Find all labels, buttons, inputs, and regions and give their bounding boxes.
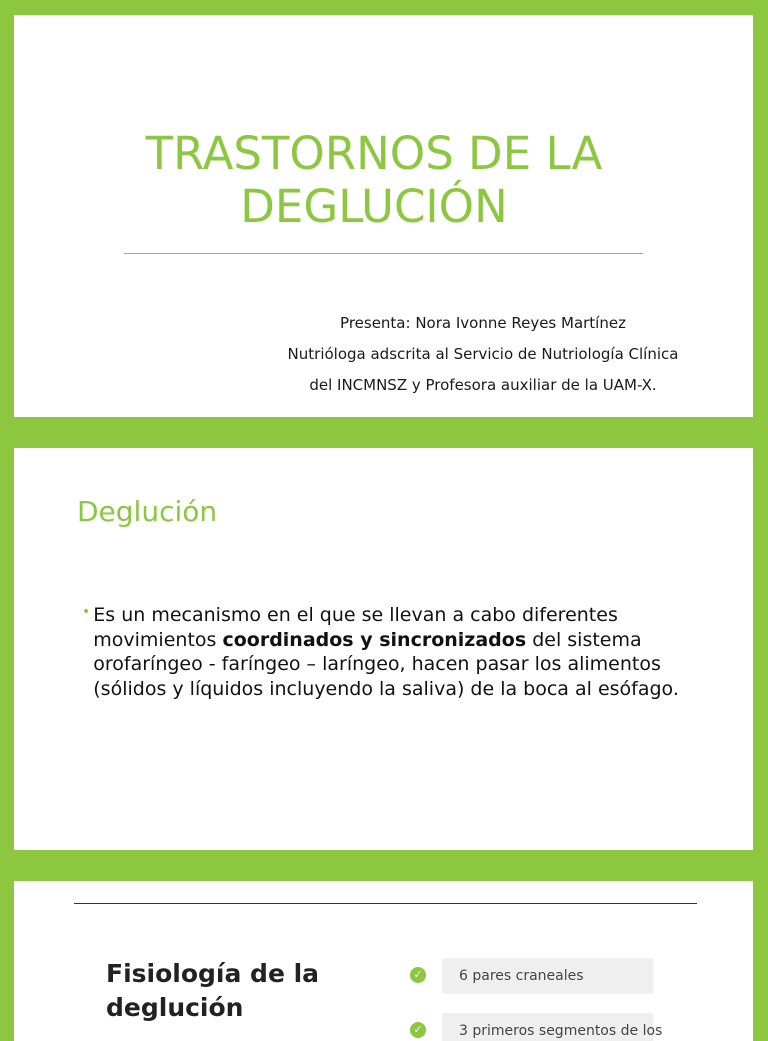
bullet-text-end: del sistema orofaríngeo - faríngeo – laríngeo, hacen pasar los alimentos (sólidos y líquidos incluyendo la saliva) de la boca al esófago. bbox=[93, 628, 679, 700]
slide-title bbox=[14, 15, 753, 417]
presenter-role: Nutrióloga adscrita al Servicio de Nutriología Clínica bbox=[287, 345, 679, 363]
slide-fisiologia bbox=[14, 881, 753, 1041]
heading-line-1: Fisiología de la bbox=[106, 959, 320, 988]
presenter-name: Presenta: Nora Ivonne Reyes Martínez bbox=[340, 314, 626, 332]
list-item: 3 primeros segmentos de los bbox=[442, 1013, 653, 1041]
bullet-text-bold: coordinados y sincronizados bbox=[222, 628, 527, 651]
title-line-2: DEGLUCIÓN bbox=[240, 180, 508, 234]
list-item: 6 pares craneales bbox=[442, 958, 653, 994]
title-line-1: TRASTORNOS DE LA bbox=[145, 127, 603, 181]
presentation-title bbox=[74, 127, 674, 233]
bullet-text-start: Es un mecanismo en el que se llevan a cabo diferentes movimientos bbox=[93, 604, 618, 651]
check-icon: ✓ bbox=[410, 1022, 426, 1038]
slide-heading: Deglución bbox=[77, 495, 218, 528]
bullet-text bbox=[93, 603, 682, 701]
slide-deglucion bbox=[14, 448, 753, 850]
heading-line-2: deglución bbox=[106, 993, 244, 1022]
slide-divider bbox=[74, 903, 697, 904]
title-divider bbox=[124, 253, 643, 254]
presenter-info bbox=[264, 308, 702, 401]
check-icon: ✓ bbox=[410, 967, 426, 983]
bullet-marker-icon: • bbox=[82, 604, 91, 620]
slide-heading bbox=[106, 957, 346, 1025]
bullet-item bbox=[82, 603, 682, 701]
presenter-affiliation: del INCMNSZ y Profesora auxiliar de la UAM-X. bbox=[309, 376, 657, 394]
